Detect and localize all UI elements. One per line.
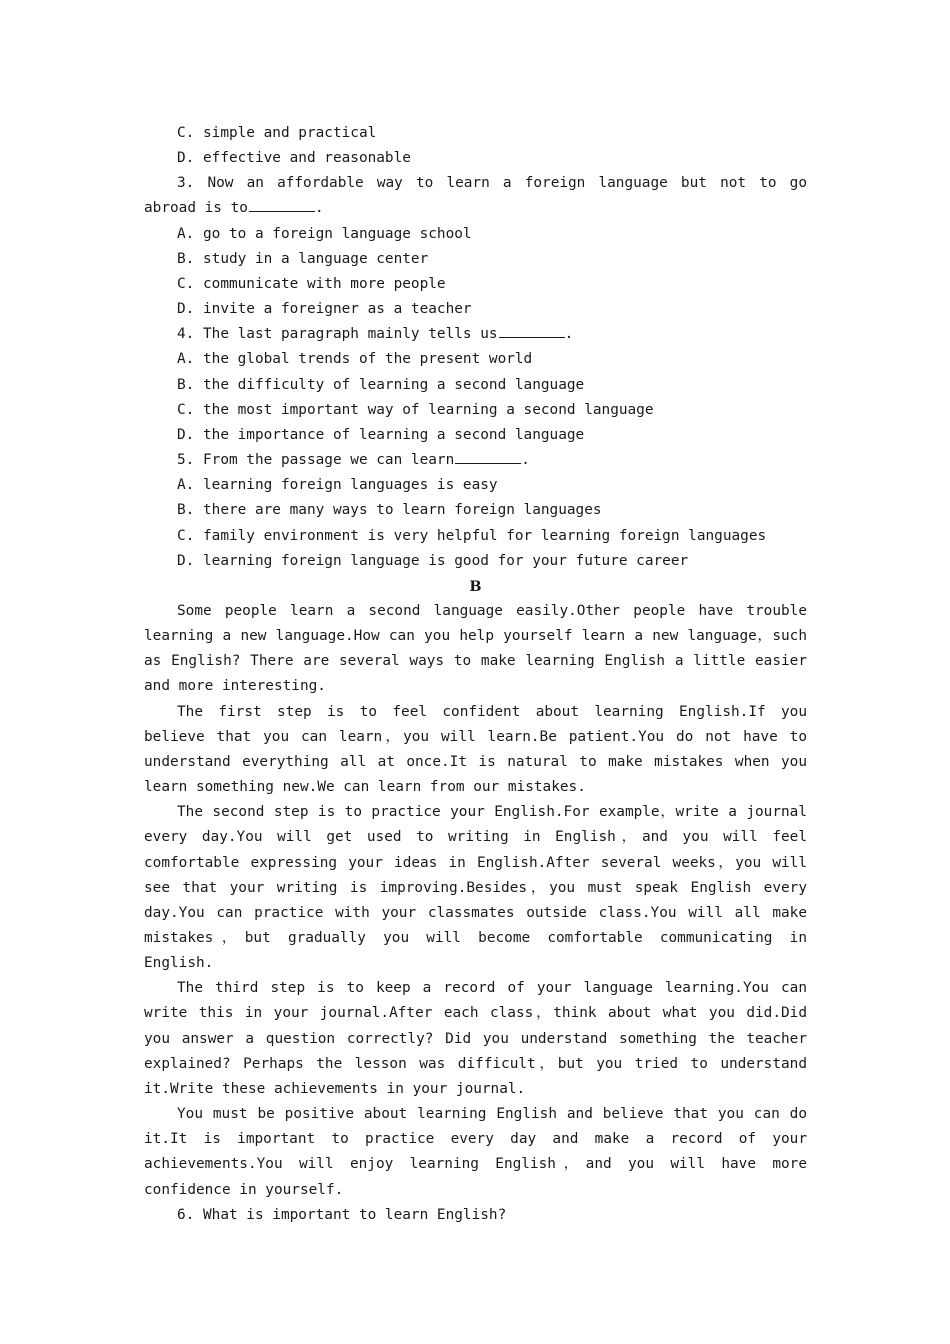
q5-stem-text: 5. From the passage we can learn — [177, 452, 455, 469]
q5-option-b: B. there are many ways to learn foreign languages — [177, 502, 602, 519]
answer-blank[interactable] — [249, 210, 315, 212]
q3-stem-end: . — [314, 200, 324, 217]
q2-option-c: C. simple and practical — [177, 125, 377, 141]
q5-option-c: C. family environment is very helpful for learning foreign languages — [177, 527, 767, 544]
worksheet-page — [144, 121, 807, 1228]
q5-stem-end: . — [521, 452, 530, 469]
answer-blank[interactable] — [499, 336, 565, 338]
q2-option-d: D. effective and reasonable — [177, 150, 411, 167]
answer-blank[interactable] — [455, 462, 521, 464]
q4-option-a: A. the global trends of the present world — [177, 351, 533, 368]
q4-stem — [144, 322, 807, 347]
q5-option-a: A. learning foreign languages is easy — [177, 477, 498, 494]
q3-option-b: B. study in a language center — [177, 250, 429, 267]
q4-option-c: C. the most important way of learning a second language — [177, 401, 654, 418]
q3-stem — [144, 171, 807, 221]
q4-stem-text: 4. The last paragraph mainly tells us — [177, 326, 498, 343]
section-heading: B — [469, 577, 482, 595]
passage-paragraph: The second step is to practice your English.For example，write a journal every day.You will get used to writing in English，and you will feel comfortable expressing your ideas in English.After several weeks，you will see that your writing is improving.Besides，you must speak English every day.You can practice with your classmates outside class.You will all make mistakes，but gradually you will become comfortable communicating in English. — [144, 804, 807, 972]
q4-option-d: D. the importance of learning a second language — [177, 426, 585, 443]
q3-option-a: A. go to a foreign language school — [177, 225, 472, 242]
passage-paragraph: Some people learn a second language easily.Other people have trouble learning a new language.How can you help yourself learn a new language，such as English? There are several ways to make learning English a little easier and more interesting. — [144, 602, 807, 695]
q5-stem — [144, 448, 807, 473]
q4-stem-end: . — [564, 326, 574, 343]
passage-paragraph: The third step is to keep a record of your language learning.You can write this in your journal.After each class，think about what you did.Did you answer a question correctly? Did you understand something the teacher explained? Perhaps the lesson was difficult，but you tried to understand it.Write these achievements in your journal. — [144, 980, 807, 1097]
q3-option-d: D. invite a foreigner as a teacher — [177, 301, 472, 318]
q3-stem-text: 3. Now an affordable way to learn a foreign language but not to go abroad is to — [144, 175, 807, 217]
q6-stem: 6. What is important to learn English? — [177, 1206, 507, 1223]
passage-paragraph: The first step is to feel confident about learning English.If you believe that you can learn，you will learn.Be patient.You do not have to understand everything all at once.It is natural to make mistakes when you learn something new.We can learn from our mistakes. — [144, 703, 807, 796]
q4-option-b: B. the difficulty of learning a second language — [177, 376, 585, 393]
q3-option-c: C. communicate with more people — [177, 275, 446, 292]
passage-paragraph: You must be positive about learning English and believe that you can do it.It is important to practice every day and make a record of your achievements.You will enjoy learning English，and you will have more confidence in yourself. — [144, 1106, 807, 1198]
q5-option-d: D. learning foreign language is good for your future career — [177, 552, 689, 569]
